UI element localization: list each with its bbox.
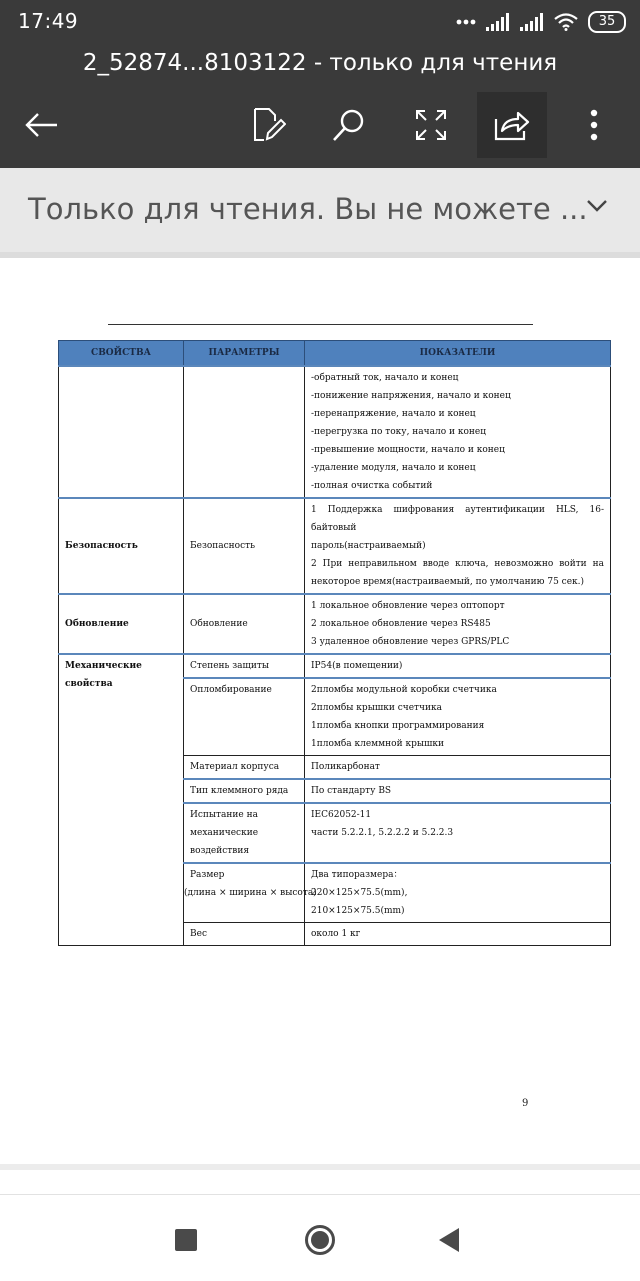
- size-value-line: 220×125×75.5(mm),: [311, 888, 408, 898]
- home-button[interactable]: [297, 1217, 343, 1263]
- back-button[interactable]: [6, 92, 76, 158]
- material-value: Поликарбонат: [305, 756, 611, 780]
- event-line: -перегрузка по току, начало и конец: [311, 427, 486, 437]
- back-triangle-icon: [438, 1227, 460, 1253]
- test-value-line: части 5.2.2.1, 5.2.2.2 и 5.2.2.3: [311, 828, 454, 838]
- read-only-banner[interactable]: [0, 168, 640, 258]
- page-number: 9: [522, 1098, 529, 1109]
- size-param: [184, 863, 317, 923]
- home-circle-icon: [304, 1224, 336, 1256]
- document-page[interactable]: [0, 258, 640, 1164]
- nav-back-button[interactable]: [426, 1217, 472, 1263]
- weight-param: Вес: [184, 923, 305, 946]
- status-icons: [456, 10, 626, 34]
- event-line: -удаление модуля, начало и конец: [311, 463, 476, 473]
- events-param-cell: [184, 366, 305, 498]
- event-line: -полная очистка событий: [311, 481, 433, 491]
- security-values: [305, 498, 611, 594]
- signal-icon: [486, 13, 510, 31]
- events-property-cell: [59, 366, 184, 498]
- protection-value: IP54(в помещении): [305, 654, 611, 678]
- test-param: [184, 803, 305, 863]
- seal-line: 2пломбы крышки счетчика: [311, 703, 442, 713]
- mech-label: Механические свойства: [59, 654, 184, 946]
- update-values: [305, 594, 611, 654]
- security-label: Безопасность: [59, 498, 184, 594]
- security-line: 1 Поддержка шифрования аутентификации HLS, 16-байтовый: [311, 505, 604, 533]
- battery-indicator: 35: [588, 11, 626, 33]
- header-properties: СВОЙСТВА: [59, 341, 184, 367]
- seal-line: 2пломбы модульной коробки счетчика: [311, 685, 497, 695]
- table-header-row: [59, 341, 611, 367]
- table-row-protection: [59, 654, 611, 678]
- specs-table: [58, 340, 611, 946]
- size-param-line: (длина × ширина × высота): [184, 888, 317, 898]
- update-label: Обновление: [59, 594, 184, 654]
- more-dots-icon: [456, 18, 476, 26]
- signal-icon-2: [520, 13, 544, 31]
- security-line: 2 При неправильном вводе ключа, невозможно войти на: [311, 559, 604, 569]
- test-param-line: воздействия: [190, 846, 250, 856]
- fullscreen-icon: [415, 109, 447, 141]
- header-rule: [108, 324, 533, 325]
- wifi-icon: [554, 13, 578, 31]
- event-line: -понижение напряжения, начало и конец: [311, 391, 511, 401]
- table-row-security: [59, 498, 611, 594]
- test-param-line: Испытание на: [190, 810, 258, 820]
- security-param: Безопасность: [184, 498, 305, 594]
- protection-param: Степень защиты: [184, 654, 305, 678]
- banner-expand-button[interactable]: [586, 198, 608, 217]
- seal-line: 1пломба клеммной крышки: [311, 739, 444, 749]
- recents-square-icon: [175, 1229, 197, 1251]
- seal-line: 1пломба кнопки программирования: [311, 721, 485, 731]
- edit-button[interactable]: [234, 92, 304, 158]
- events-values-cell: [305, 366, 611, 498]
- document-title: 2_52874...8103122 - только для чтения: [82, 50, 558, 76]
- terminal-param: Тип клеммного ряда: [184, 779, 305, 803]
- more-options-button[interactable]: [559, 92, 629, 158]
- banner-text: Только для чтения. Вы не можете ...: [28, 192, 588, 226]
- seal-values: [305, 678, 611, 756]
- terminal-value: По стандарту BS: [305, 779, 611, 803]
- material-param: Материал корпуса: [184, 756, 305, 780]
- fullscreen-button[interactable]: [396, 92, 466, 158]
- table-row-events: [59, 366, 611, 498]
- size-value-line: Два типоразмера：: [311, 870, 403, 880]
- status-bar: [0, 0, 640, 44]
- test-value: [305, 803, 611, 863]
- header-values: ПОКАЗАТЕЛИ: [305, 341, 611, 367]
- size-value: [305, 863, 611, 923]
- app-bar: [0, 44, 640, 168]
- more-vertical-icon: [589, 109, 599, 141]
- security-line: некоторое время(настраиваемый, по умолчанию 75 сек.): [311, 577, 585, 587]
- recents-button[interactable]: [163, 1217, 209, 1263]
- edit-document-icon: [252, 107, 286, 143]
- share-icon: [494, 109, 530, 141]
- search-icon: [332, 108, 366, 142]
- security-line: пароль(настраиваемый): [311, 541, 426, 551]
- back-arrow-icon: [24, 112, 58, 138]
- table-row-update: [59, 594, 611, 654]
- chevron-down-icon: [586, 199, 608, 213]
- event-line: -обратный ток, начало и конец: [311, 373, 459, 383]
- event-line: -перенапряжение, начало и конец: [311, 409, 476, 419]
- search-button[interactable]: [314, 92, 384, 158]
- page-separator: [0, 1164, 640, 1170]
- navigation-bar: [0, 1194, 640, 1281]
- test-param-line: механические: [190, 828, 259, 838]
- update-line: 2 локальное обновление через RS485: [311, 619, 491, 629]
- update-line: 3 удаленное обновление через GPRS/PLC: [311, 637, 510, 647]
- size-param-line: Размер: [190, 870, 225, 880]
- status-time: 17:49: [18, 9, 79, 33]
- update-line: 1 локальное обновление через оптопорт: [311, 601, 505, 611]
- test-value-line: IEC62052-11: [311, 810, 372, 820]
- weight-value: около 1 кг: [305, 923, 611, 946]
- event-line: -превышение мощности, начало и конец: [311, 445, 505, 455]
- size-value-line: 210×125×75.5(mm): [311, 906, 405, 916]
- update-param: Обновление: [184, 594, 305, 654]
- header-parameters: ПАРАМЕТРЫ: [184, 341, 305, 367]
- share-button[interactable]: [477, 92, 547, 158]
- seal-param: Опломбирование: [184, 678, 305, 756]
